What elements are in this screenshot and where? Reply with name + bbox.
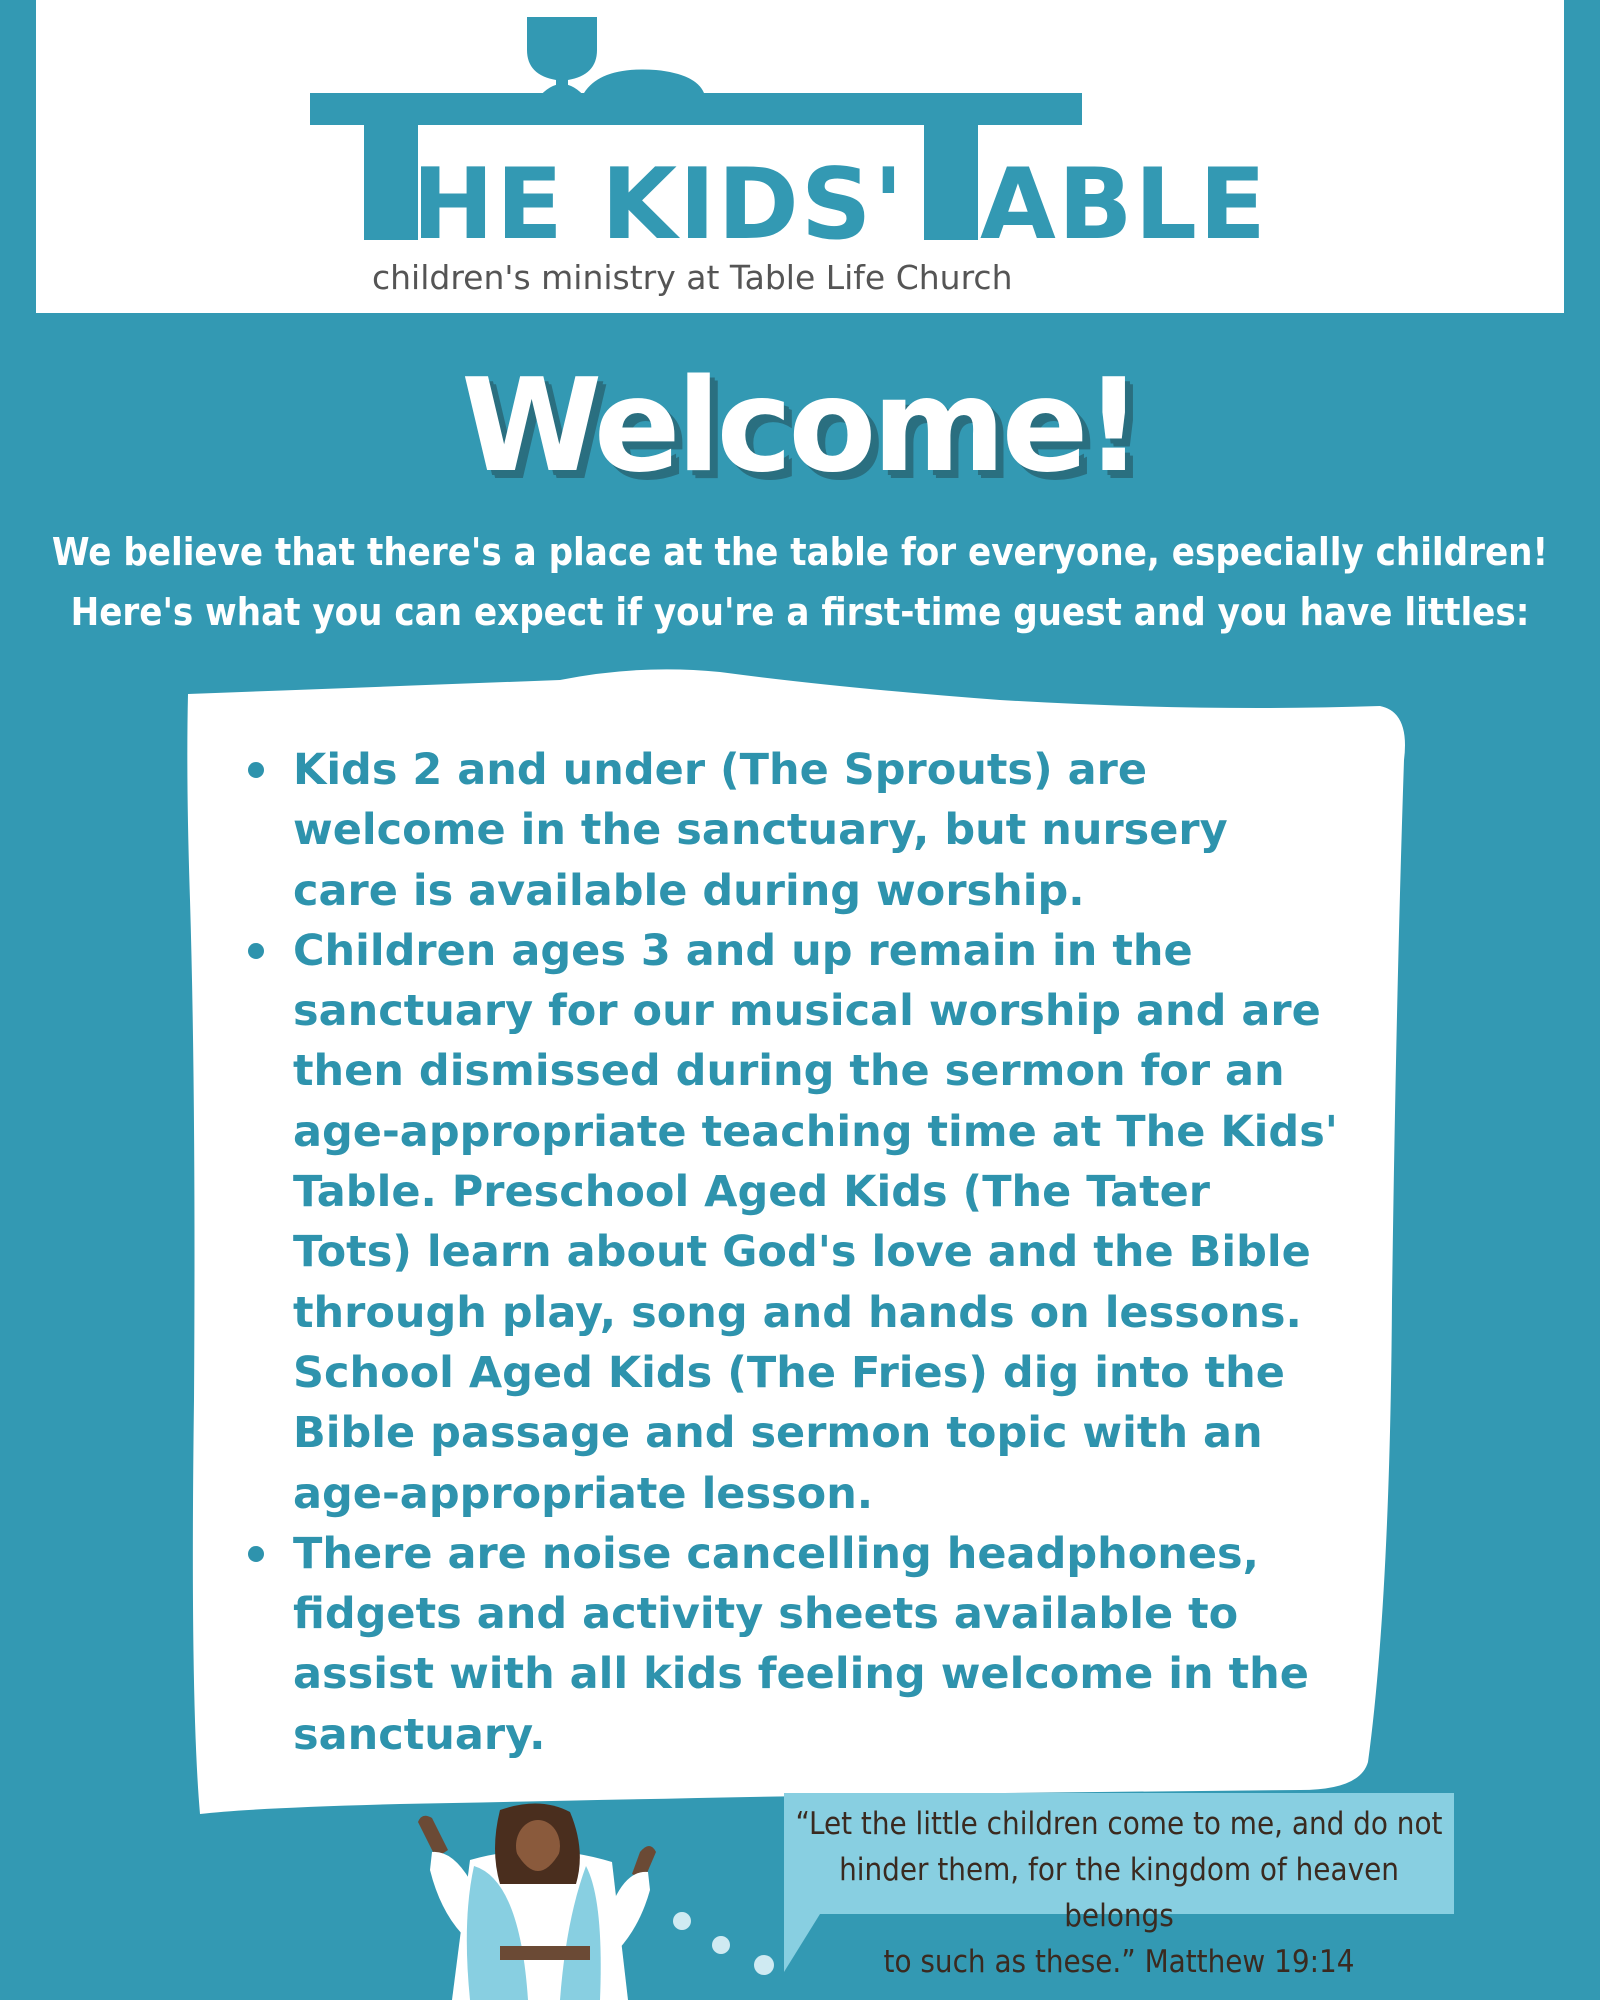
ministry-tagline: children's ministry at Table Life Church xyxy=(372,258,1013,297)
intro-line: We believe that there's a place at the table for everyone, especially children! xyxy=(51,530,1549,574)
list-item-text: There are noise cancelling headphones, fidgets and activity sheets available to assist with all kids feeling welcome in the sanctuary. xyxy=(293,1528,1309,1760)
list-item-text: Children ages 3 and up remain in the sanctuary for our musical worship and are then dismissed during the sermon for an age-appropriate teaching time at The Kids' Table. Preschool Aged Kids (The Tater Tots) learn about God's love and the Bible through play, song and hands on lessons. School Aged Kids (The Fries) dig into the Bible passage and sermon topic with an age-appropriate lesson. xyxy=(293,925,1338,1519)
quote-line: to such as these.” Matthew 19:14 xyxy=(883,1944,1355,1980)
logo-text-kids: HE KIDS' xyxy=(412,148,906,262)
intro-line: Here's what you can expect if you're a first-time guest and you have littles: xyxy=(70,590,1530,634)
welcome-heading: Welcome! xyxy=(461,352,1139,501)
logo-text-able: ABLE xyxy=(980,148,1268,262)
list-item-text: Kids 2 and under (The Sprouts) are welcome in the sanctuary, but nursery care is available during worship. xyxy=(293,745,1228,916)
quote-line: “Let the little children come to me, and do not xyxy=(795,1806,1443,1842)
quote-line: hinder them, for the kingdom of heaven belongs xyxy=(839,1852,1399,1934)
